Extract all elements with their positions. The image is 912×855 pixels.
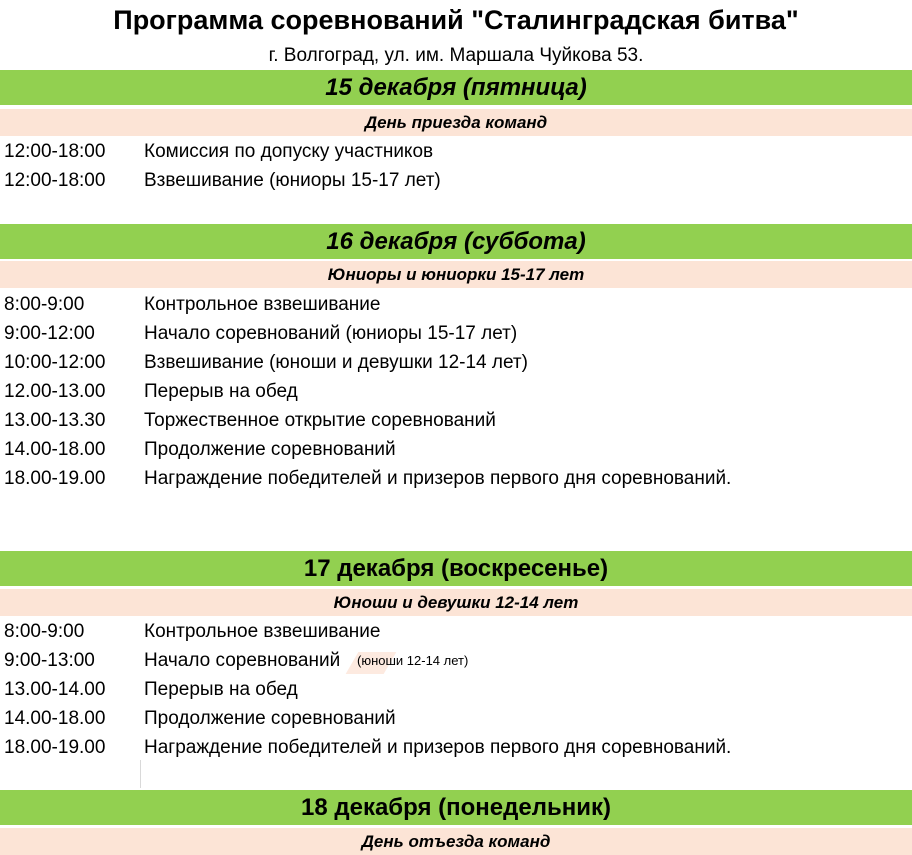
row-time: 8:00-9:00 [4,294,85,315]
schedule-row [0,733,912,762]
schedule-row [0,704,912,733]
day-subtitle-3: Юноши и девушки 12-14 лет [0,589,912,616]
row-description: Взвешивание (юниоры 15-17 лет) [144,170,441,191]
row-time: 12:00-18:00 [4,141,106,162]
row-description: Комиссия по допуску участников [144,141,434,162]
schedule-row [0,675,912,704]
day-subtitle-2: Юниоры и юниорки 15-17 лет [0,261,912,288]
row-time: 14.00-18.00 [4,439,106,460]
schedule-row [0,617,912,646]
row-time: 9:00-13:00 [4,650,95,671]
schedule-row [0,646,912,675]
row-description: Награждение победителей и призеров первого дня соревнований. [144,468,732,489]
row-time: 13.00-13.30 [4,410,106,431]
schedule-row [0,290,912,319]
row-description: Продолжение соревнований [144,708,396,729]
day-subtitle-4: День отъезда команд [0,828,912,855]
row-description: Перерыв на обед [144,381,298,402]
row-description: Начало соревнований [144,650,341,671]
row-description: Торжественное открытие соревнований [144,410,496,431]
row-time: 8:00-9:00 [4,621,85,642]
schedule-row [0,435,912,464]
day-header-1: 15 декабря (пятница) [0,70,912,105]
row-time: 12:00-18:00 [4,170,106,191]
schedule-row [0,377,912,406]
row-description: Взвешивание (юноши и девушки 12-14 лет) [144,352,528,373]
row-time: 13.00-14.00 [4,679,106,700]
schedule-row [0,166,912,195]
row-time: 10:00-12:00 [4,352,106,373]
column-divider [140,760,141,788]
address: г. Волгоград, ул. им. Маршала Чуйкова 53. [268,45,644,66]
schedule-row [0,406,912,435]
row-description: Контрольное взвешивание [144,621,381,642]
row-description: Продолжение соревнований [144,439,396,460]
row-time: 12.00-13.00 [4,381,106,402]
day-subtitle-1: День приезда команд [0,109,912,136]
day-header-3: 17 декабря (воскресенье) [0,551,912,586]
row-description: Контрольное взвешивание [144,294,381,315]
document-title: Программа соревнований "Сталинградская битва" [113,5,799,35]
row-time: 14.00-18.00 [4,708,106,729]
schedule-row [0,464,912,493]
row-time: 9:00-12:00 [4,323,95,344]
schedule-row [0,137,912,166]
row-description: Перерыв на обед [144,679,298,700]
row-description: Награждение победителей и призеров первого дня соревнований. [144,737,732,758]
schedule-row [0,348,912,377]
row-time: 18.00-19.00 [4,737,106,758]
schedule-row [0,319,912,348]
row-description: Начало соревнований (юниоры 15-17 лет) [144,323,518,344]
row-note: (юноши 12-14 лет) [357,653,469,668]
row-time: 18.00-19.00 [4,468,106,489]
day-header-4: 18 декабря (понедельник) [0,790,912,825]
day-header-2: 16 декабря (суббота) [0,224,912,259]
